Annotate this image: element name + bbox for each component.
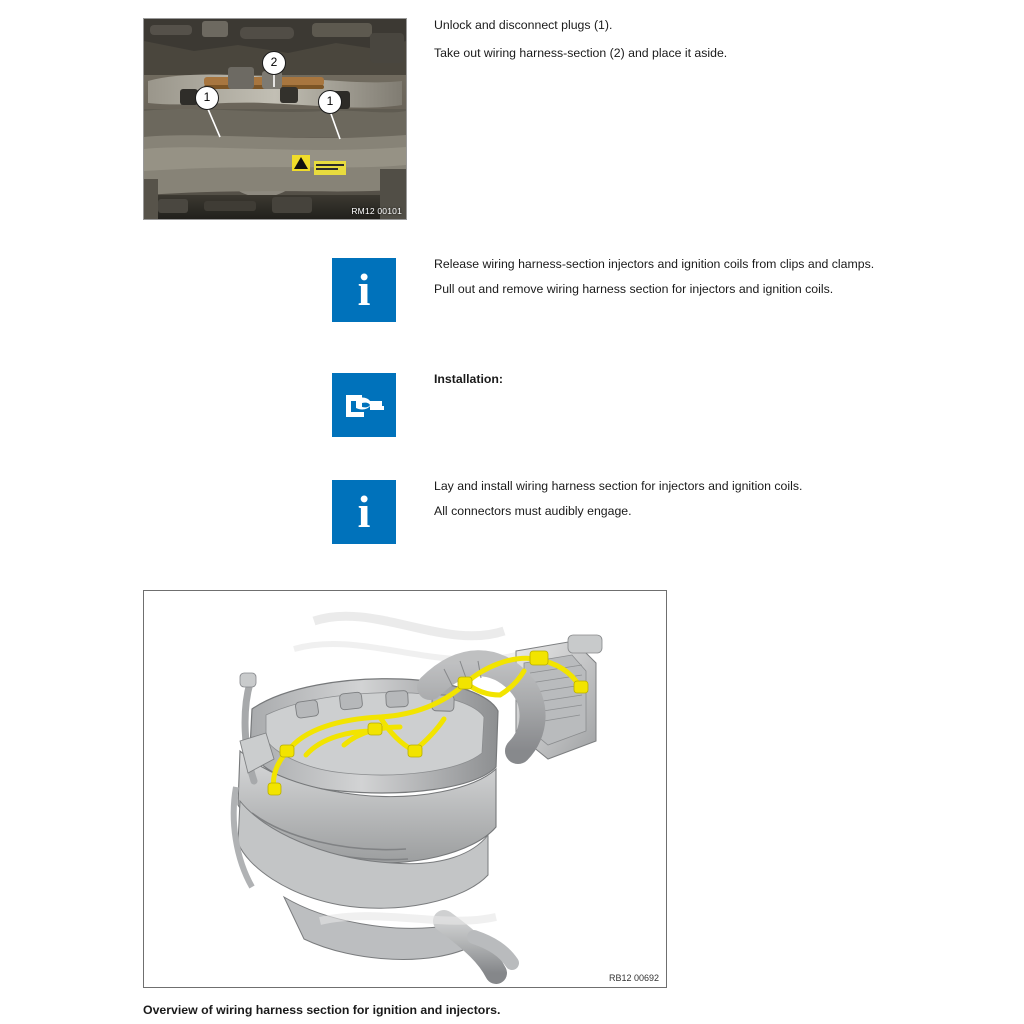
note-2-text [434, 370, 904, 395]
note-2-line-1: Installation: [434, 372, 504, 386]
engine-overview-diagram [143, 590, 667, 988]
note-3-text [434, 477, 904, 527]
pointing-hand-icon [332, 373, 396, 437]
note-3-line-2: All connectors must audibly engage. [434, 504, 632, 518]
info-icon-glyph: i [357, 486, 371, 537]
info-icon [332, 480, 396, 544]
photo-callout-1b: 1 [318, 90, 342, 114]
note-block-3 [332, 480, 912, 550]
note-3-line-1: Lay and install wiring harness section for injectors and ignition coils. [434, 479, 803, 493]
photo-callout-1a: 1 [195, 86, 219, 110]
note-1-line-1: Release wiring harness-section injectors and ignition coils from clips and clamps. [434, 257, 875, 271]
photo-figure-id: RM12 00101 [351, 206, 402, 216]
info-icon-glyph: i [357, 264, 371, 315]
top-instructions [434, 16, 904, 72]
note-1-line-2: Pull out and remove wiring harness section for injectors and ignition coils. [434, 282, 834, 296]
engine-bay-photo [143, 18, 407, 220]
note-block-1 [332, 258, 912, 328]
engine-overview-diagram-image [144, 591, 666, 987]
pointing-hand-icon-glyph [332, 373, 396, 437]
diagram-title: Overview of wiring harness section for ignition and injectors. [143, 1003, 501, 1017]
info-icon [332, 258, 396, 322]
top-instruction-line-2: Take out wiring harness-section (2) and place it aside. [434, 46, 728, 60]
photo-callout-2: 2 [262, 51, 286, 75]
diagram-figure-id: RB12 00692 [608, 973, 659, 983]
note-1-text [434, 255, 904, 305]
note-block-2 [332, 373, 912, 443]
engine-bay-photo-image [144, 19, 406, 219]
top-instruction-line-1: Unlock and disconnect plugs (1). [434, 18, 613, 32]
